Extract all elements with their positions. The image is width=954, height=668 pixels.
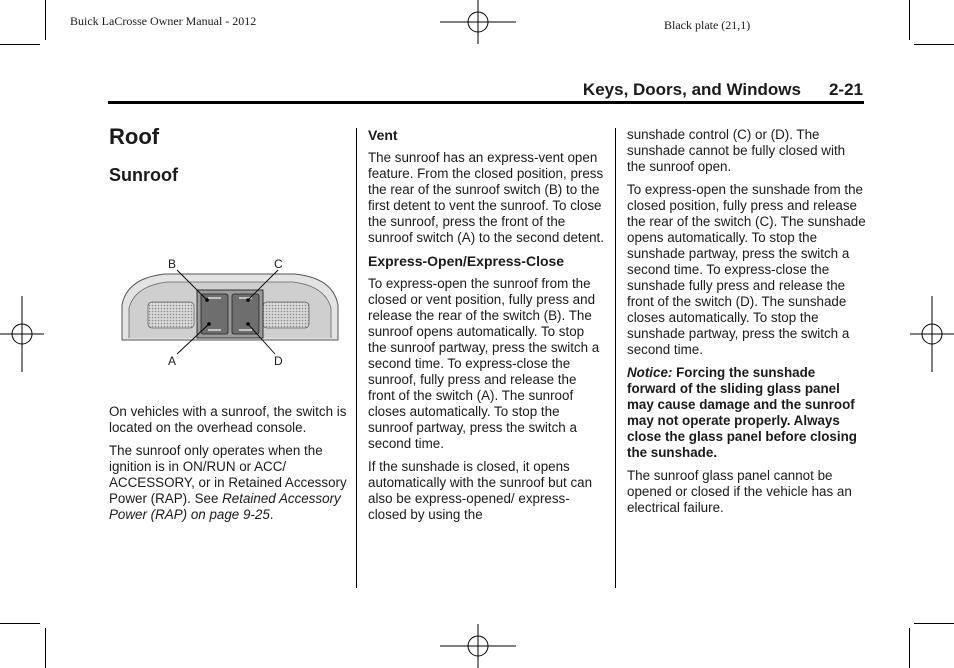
crop-mark (909, 0, 910, 40)
page-heading: Roof (109, 124, 160, 149)
page-number: 2-21 (828, 80, 863, 99)
registration-mark-left (0, 296, 44, 372)
section-header (540, 80, 863, 100)
paragraph: The sunroof glass panel cannot be opened or closed if the vehicle has an electrical failure. (627, 468, 852, 515)
crop-mark (0, 623, 40, 624)
column-1-body (109, 404, 347, 530)
crop-mark (0, 44, 40, 45)
vent-heading: Vent (368, 127, 398, 143)
column-divider (615, 128, 616, 588)
figure-label-d: D (274, 354, 283, 368)
figure-label-a: A (168, 354, 177, 368)
figure-label-c: C (274, 257, 283, 271)
crop-mark (45, 628, 46, 668)
paragraph: To express-open the sunshade from the closed position, fully press and release the rear of the switch (C). The sunshade opens automatically. To stop the sunshade partway, press the switch a second time. To express-close the sunshade fully press and release the front of the switch (D). The sunshade closes automatically. To stop the sunshade partway, press the switch a second time. (627, 182, 866, 357)
registration-mark-right (910, 296, 954, 372)
paragraph: The sunroof has an express-vent open feature. From the closed position, press the rear of the sunroof switch (B) to the first detent to vent the sunroof. To close the sunroof, press the front of the sunroof switch (A) to the second detent. (368, 150, 604, 245)
notice-text: Forcing the sunshade forward of the sliding glass panel may cause damage and the sunroof may not operate properly. Always close the glass panel before closing the sunshade. (627, 365, 857, 460)
column-divider (356, 128, 357, 588)
paragraph (109, 443, 347, 523)
cross-reference-link[interactable]: Retained Accessory Power (RAP) on page 9-25 (109, 491, 341, 522)
paragraph-text: The sunroof only operates when the ignition is in ON/RUN or ACC/ ACCESSORY, or in Retained Accessory Power (RAP). See (109, 443, 347, 506)
registration-mark-bottom (440, 624, 516, 668)
figure-label-b: B (168, 257, 177, 271)
section-title: Keys, Doors, and Windows (582, 80, 801, 99)
crop-mark (909, 628, 910, 668)
section-subheading: Sunroof (109, 165, 178, 185)
paragraph: To express-open the sunroof from the closed or vent position, fully press and release the rear of the switch (B). The sunroof opens automatically. To stop the sunroof partway, press the switch a second time. To express-close the sunroof, fully press and release the front of the switch (A). The sunroof closes automatically. To stop the sunroof partway, press the switch a second time. (368, 276, 600, 451)
notice (627, 365, 867, 461)
overhead-console-illustration (115, 250, 345, 370)
express-heading: Express-Open/Express-Close (368, 253, 565, 269)
paragraph: sunshade control (C) or (D). The sunshade cannot be fully closed with the sunroof open. (627, 127, 846, 174)
paragraph: On vehicles with a sunroof, the switch is located on the overhead console. (109, 404, 347, 435)
header-rule (108, 101, 864, 104)
overhead-console-figure (115, 250, 345, 370)
manual-title: Buick LaCrosse Owner Manual - 2012 (70, 14, 257, 28)
plate-label: Black plate (21,1) (664, 18, 751, 32)
registration-mark-top (440, 0, 516, 44)
paragraph-text: . (269, 507, 274, 522)
crop-mark (45, 0, 46, 40)
column-3-body (627, 127, 867, 523)
crop-mark (914, 623, 954, 624)
paragraph: If the sunshade is closed, it opens automatically with the sunroof but can also be express-opened/ express-closed by using the (368, 459, 593, 522)
crop-mark (914, 44, 954, 45)
column-2-body (368, 127, 604, 530)
notice-label: Notice: (627, 365, 673, 380)
